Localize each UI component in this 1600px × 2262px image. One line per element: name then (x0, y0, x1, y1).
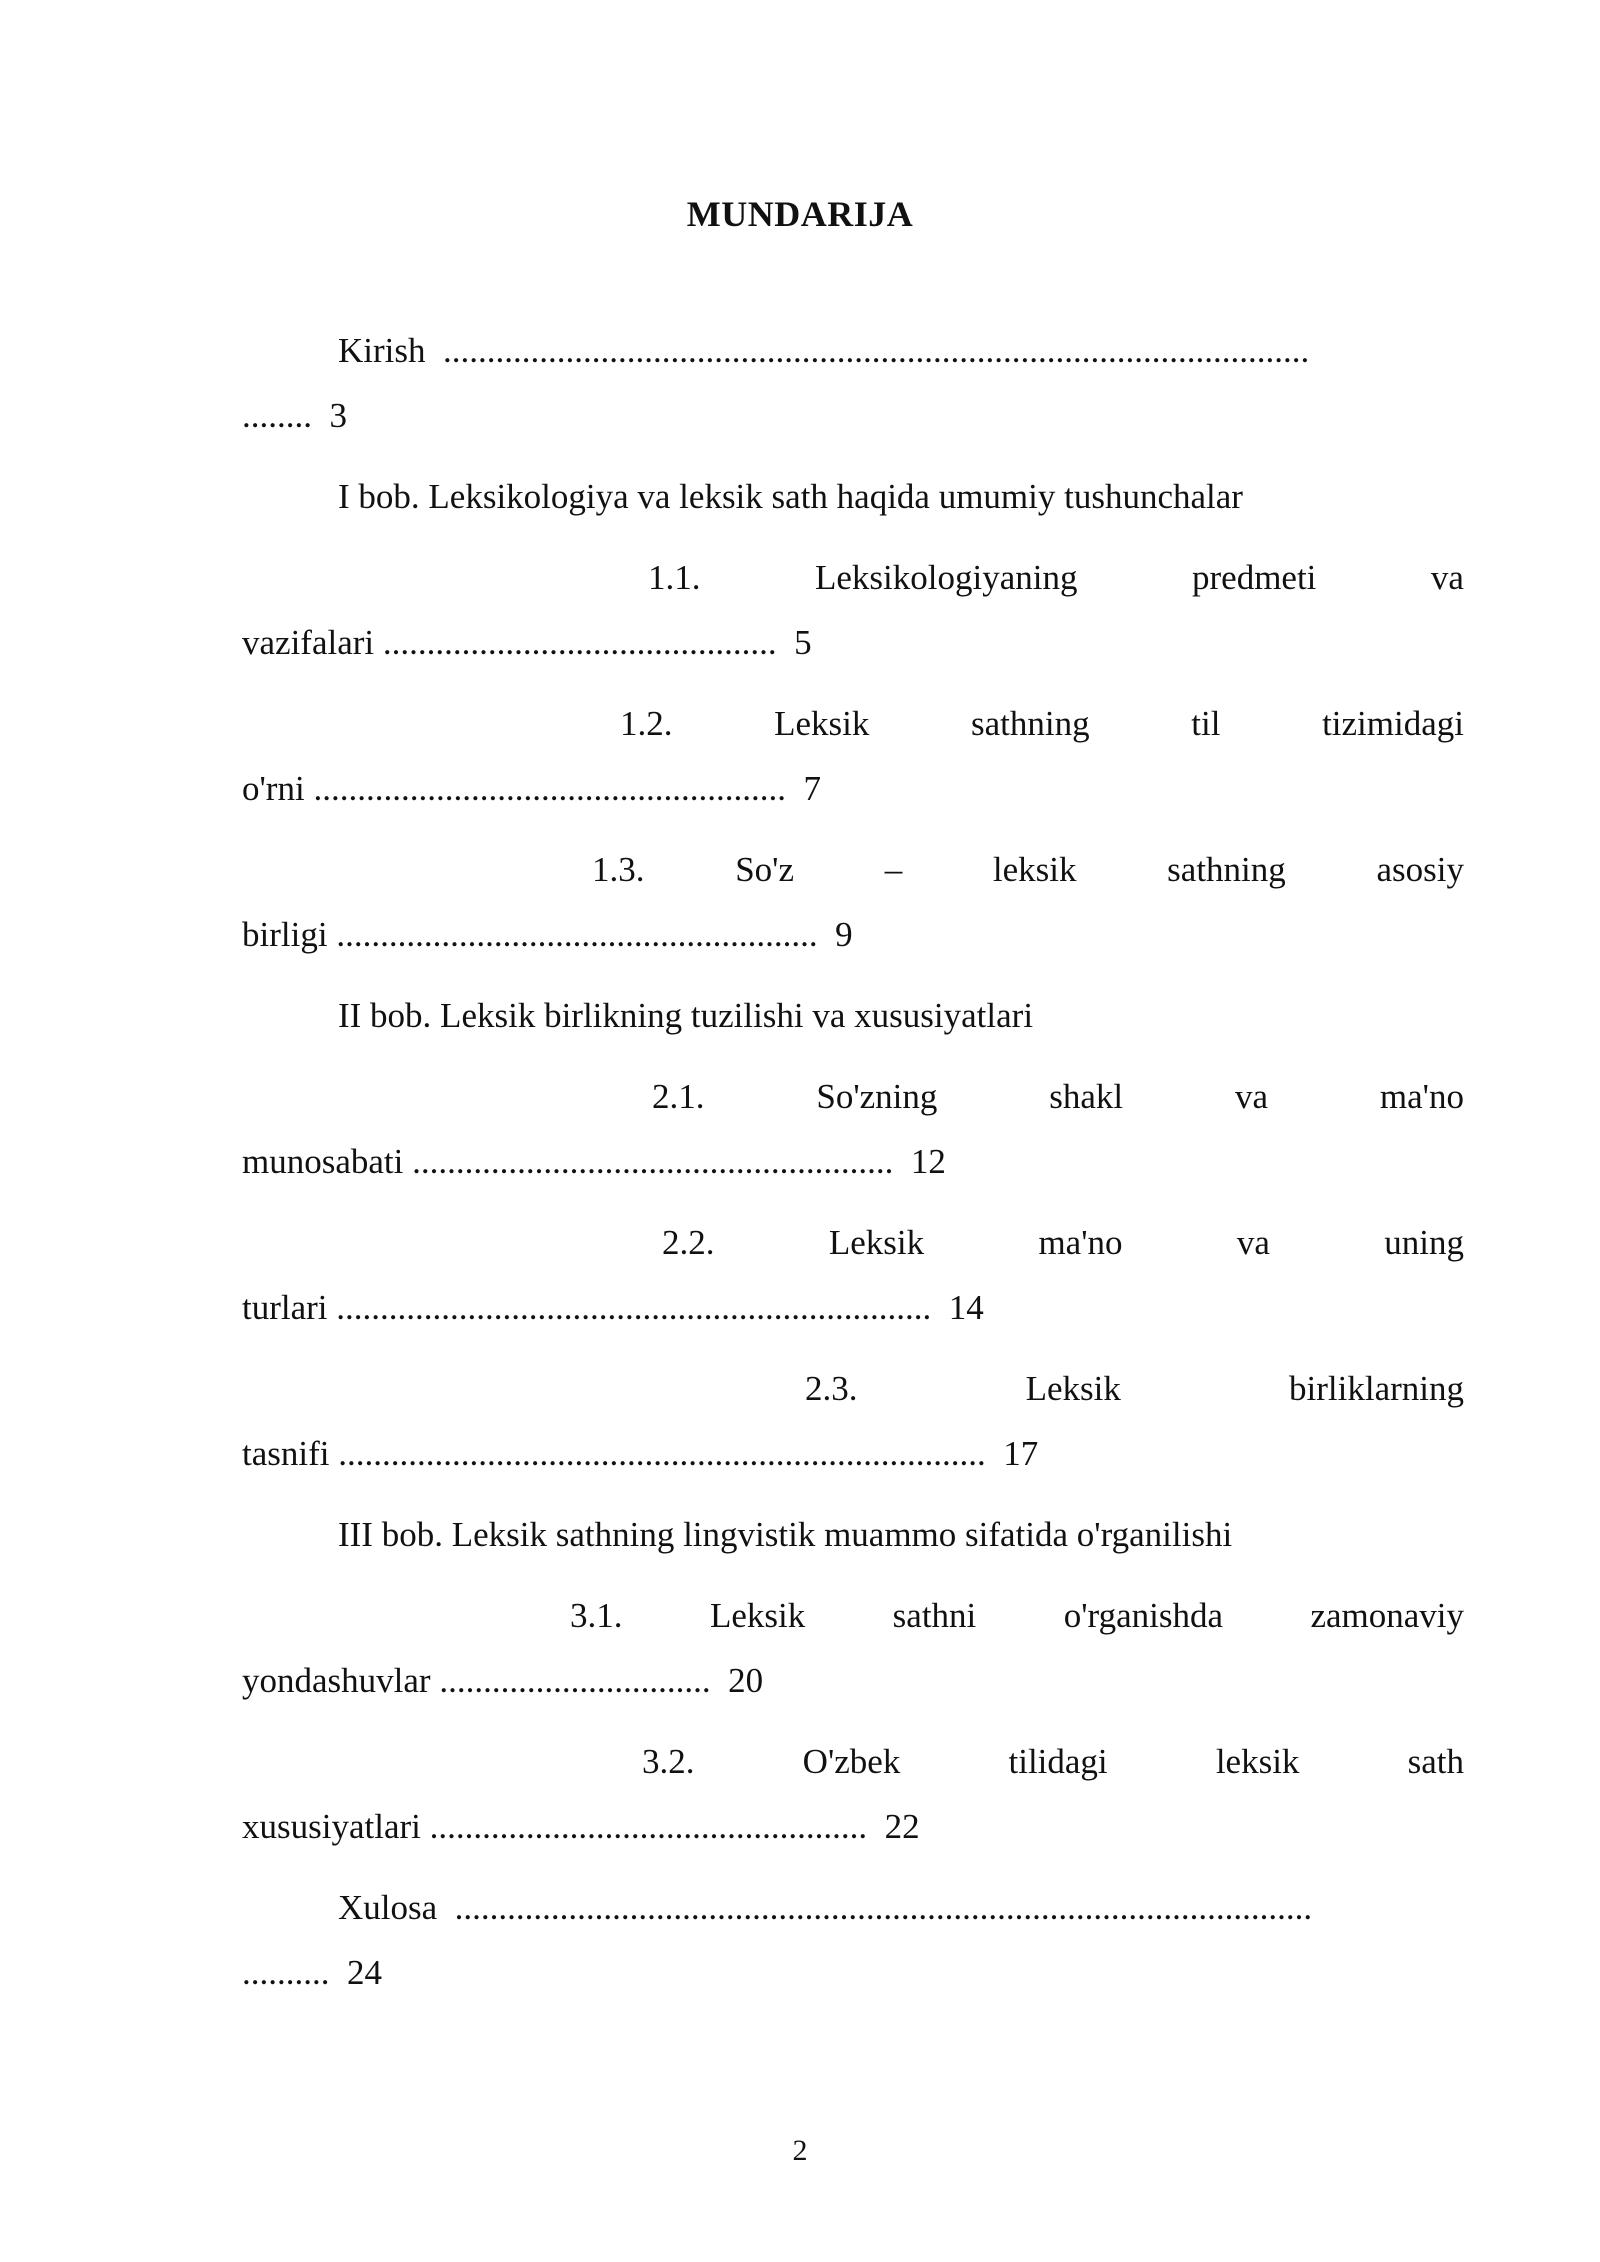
section-number: 3.2. (642, 1742, 695, 1781)
toc-page-number: 14 (948, 1288, 984, 1327)
toc-word: O'zbek (802, 1742, 901, 1781)
toc-page-number: 3 (329, 396, 347, 435)
section-number: 2.1. (652, 1077, 705, 1116)
toc-word: sathni (892, 1596, 977, 1635)
toc-entry-kirish (338, 330, 1464, 372)
toc-word: til (1191, 704, 1221, 743)
toc-word: birliklarning (1289, 1369, 1464, 1408)
toc-word: va (1236, 1223, 1270, 1262)
toc-word: tasnifi (242, 1434, 330, 1473)
toc-dots: .................................................................... (336, 1288, 932, 1327)
toc-word: Leksikologiyaning (815, 558, 1078, 597)
toc-word: tizimidagi (1322, 704, 1464, 743)
toc-entry-3-1-continuation (242, 1660, 763, 1702)
toc-entry-1-3 (592, 849, 1464, 891)
toc-entry-xulosa (338, 1887, 1464, 1929)
toc-entry-xulosa-continuation (242, 1952, 382, 1994)
toc-word: zamonaviy (1310, 1596, 1464, 1635)
toc-dots: ....................................................... (412, 1142, 894, 1181)
toc-dots: .................................................................................................. (454, 1888, 1313, 1927)
toc-dots: ............................................. (382, 623, 777, 662)
toc-chapter-3: III bob. Leksik sathning lingvistik muammo sifatida o'rganilishi (338, 1515, 1233, 1554)
toc-word: Leksik (709, 1596, 806, 1635)
toc-word: yondashuvlar (242, 1661, 431, 1700)
toc-word: ma'no (1379, 1077, 1464, 1116)
toc-dots: ........ (242, 396, 312, 435)
toc-word: Leksik (1025, 1369, 1121, 1408)
section-number: 1.3. (592, 850, 645, 889)
toc-page-number: 12 (910, 1142, 946, 1181)
toc-word: birligi (242, 915, 328, 954)
toc-word: turlari (242, 1288, 328, 1327)
toc-page-number: 5 (794, 623, 812, 662)
toc-page-number: 9 (835, 915, 853, 954)
toc-chapter-1: I bob. Leksikologiya va leksik sath haqida umumiy tushunchalar (338, 477, 1243, 516)
toc-dots: ....................................................... (336, 915, 818, 954)
toc-word: asosiy (1376, 850, 1464, 889)
toc-entry-label: Xulosa (338, 1888, 438, 1927)
toc-dots: ...................................................... (313, 769, 786, 808)
toc-entry-1-2 (620, 703, 1464, 745)
toc-word: xususiyatlari (242, 1807, 421, 1846)
toc-entry-label: Kirish (338, 331, 426, 370)
toc-word: sathning (971, 704, 1090, 743)
toc-word: va (1430, 558, 1464, 597)
toc-dots: .......................................................................... (338, 1434, 986, 1473)
section-number: 1.2. (620, 704, 673, 743)
toc-entry-3-1 (570, 1595, 1464, 1637)
toc-word: va (1235, 1077, 1269, 1116)
toc-word: leksik (992, 850, 1077, 889)
page-number: 2 (792, 2134, 808, 2167)
toc-entry-1-1-continuation (242, 622, 812, 664)
toc-entry-1-1 (648, 557, 1464, 599)
toc-word: sath (1407, 1742, 1464, 1781)
toc-page-number: 24 (347, 1953, 382, 1992)
toc-word: ma'no (1038, 1223, 1123, 1262)
toc-dots: .......... (242, 1953, 330, 1992)
toc-word: o'rganishda (1063, 1596, 1223, 1635)
toc-chapter-2: II bob. Leksik birlikning tuzilishi va xususiyatlari (338, 996, 1034, 1035)
toc-word: tilidagi (1008, 1742, 1108, 1781)
toc-entry-2-1-continuation (242, 1141, 946, 1183)
toc-word: – (884, 850, 903, 889)
section-number: 1.1. (648, 558, 701, 597)
toc-dots: ............................... (439, 1661, 711, 1700)
toc-entry-2-2-continuation (242, 1287, 984, 1329)
toc-word: Leksik (774, 704, 870, 743)
toc-entry-2-3-continuation (242, 1433, 1038, 1475)
toc-page-number: 17 (1003, 1434, 1039, 1473)
toc-entry-2-3 (805, 1368, 1464, 1410)
page-title: MUNDARIJA (686, 194, 914, 234)
toc-word: uning (1384, 1223, 1464, 1262)
toc-word: sathning (1167, 850, 1286, 889)
toc-word: Leksik (828, 1223, 925, 1262)
toc-dots: ................................................................................................... (443, 331, 1310, 370)
toc-page-number: 22 (884, 1807, 920, 1846)
toc-page-number: 20 (728, 1661, 764, 1700)
toc-word: vazifalari (242, 623, 375, 662)
toc-word: So'z (735, 850, 794, 889)
toc-entry-kirish-continuation (242, 395, 347, 437)
toc-word: So'zning (816, 1077, 938, 1116)
section-number: 3.1. (570, 1596, 623, 1635)
toc-word: munosabati (242, 1142, 404, 1181)
toc-entry-3-2 (642, 1741, 1464, 1783)
toc-word: o'rni (242, 769, 305, 808)
toc-entry-2-2 (662, 1222, 1464, 1264)
toc-word: leksik (1215, 1742, 1300, 1781)
toc-entry-1-2-continuation (242, 768, 821, 810)
toc-entry-1-3-continuation (242, 914, 853, 956)
toc-entry-2-1 (652, 1076, 1464, 1118)
section-number: 2.2. (662, 1223, 715, 1262)
section-number: 2.3. (805, 1369, 858, 1408)
toc-entry-3-2-continuation (242, 1806, 920, 1848)
toc-word: shakl (1049, 1077, 1124, 1116)
toc-page-number: 7 (803, 769, 821, 808)
toc-dots: .................................................. (429, 1807, 868, 1846)
toc-word: predmeti (1192, 558, 1317, 597)
